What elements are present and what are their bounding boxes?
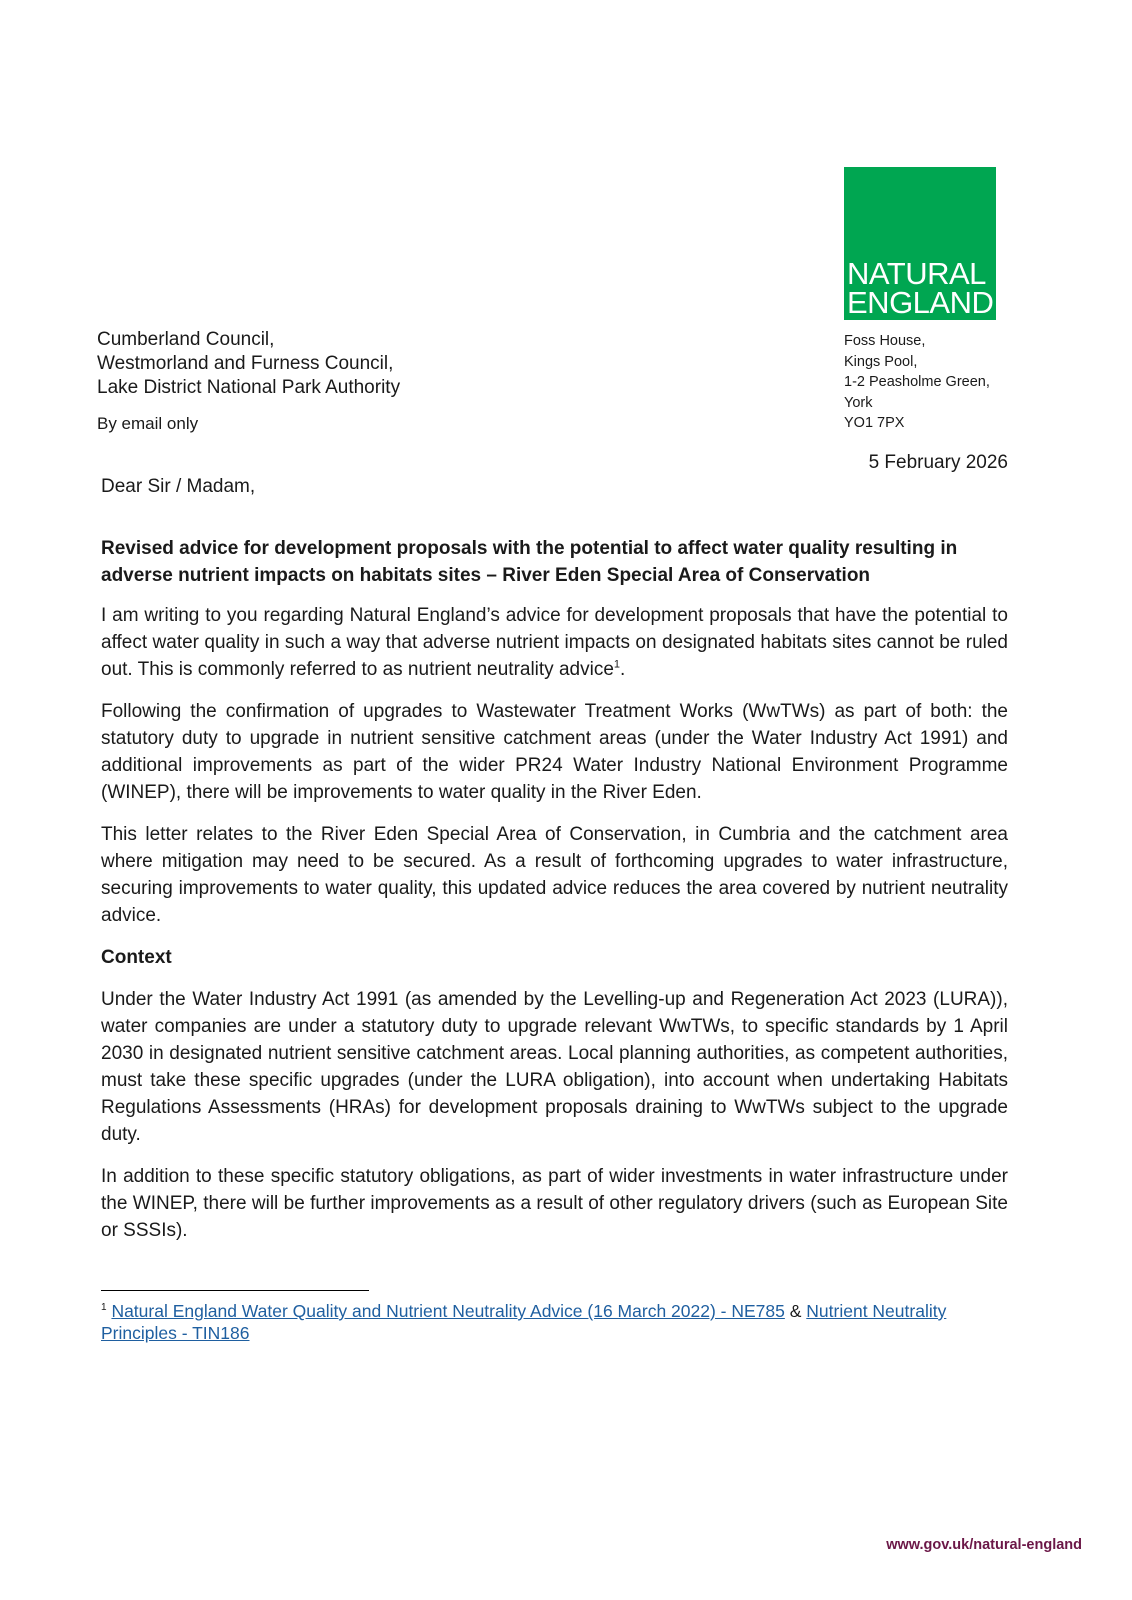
ne785-link[interactable]: Natural England Water Quality and Nutrient Neutrality Advice (16 March 2022) - NE785 [111,1301,785,1321]
delivery-method: By email only [97,414,199,433]
tin186-link[interactable]: Nutrient Neutrality Principles - TIN186 [101,1301,947,1343]
body-paragraph: In addition to these specific statutory obligations, as part of wider investments in water infrastructure under the WINEP, there will be further improvements as a result of other regulatory drivers (such as European Site or SSSIs). [101,1166,1008,1241]
paragraph-text: I am writing to you regarding Natural England’s advice for development proposals that have the potential to affect water quality in such a way that adverse nutrient impacts on designated habitats sites cannot be ruled out. This is commonly referred to as nutrient neutrality advice [101,605,1008,680]
address-line: Kings Pool, [844,353,918,370]
footnote-divider [101,1290,369,1291]
sender-address [844,331,990,434]
body-paragraph: Under the Water Industry Act 1991 (as amended by the Levelling-up and Regeneration Act 2023 (LURA)), water companies are under a statutory duty to upgrade relevant WwTWs, to specific standards by 1 April 2030 in designated nutrient sensitive catchment areas. Local planning authorities, as competent authorities, must take these specific upgrades (under the LURA obligation), into account when undertaking Habitats Regulations Assessments (HRAs) for development proposals draining to WwTWs subject to the upgrade duty. [101,989,1008,1145]
recipient-list [97,328,400,400]
body-paragraph [101,602,1008,683]
footnote-separator: & [784,1301,807,1321]
natural-england-logo [844,167,996,320]
footnote-ref[interactable]: 1 [613,658,621,671]
address-line: York [844,394,873,411]
salutation: Dear Sir / Madam, [101,476,256,497]
section-heading-context: Context [101,947,172,968]
logo-line-1: NATURAL [847,256,986,291]
body-paragraph: Following the confirmation of upgrades to Wastewater Treatment Works (WwTWs) as part of both: the statutory duty to upgrade in nutrient sensitive catchment areas (under the Water Industry Act 1991) and additional improvements as part of the wider PR24 Water Industry National Environment Programme (WINEP), there will be improvements to water quality in the River Eden. [101,701,1008,803]
subject-heading: Revised advice for development proposals with the potential to affect water quality resulting in adverse nutrient impacts on habitats sites – River Eden Special Area of Conservation [101,538,958,586]
recipient: Cumberland Council, [97,329,275,350]
footnote-number: 1 [101,1302,107,1314]
body-paragraph: This letter relates to the River Eden Special Area of Conservation, in Cumbria and the catchment area where mitigation may need to be secured. As a result of forthcoming upgrades to water infrastructure, securing improvements to water quality, this updated advice reduces the area covered by nutrient neutrality advice. [101,824,1008,926]
letter-date: 5 February 2026 [868,452,1008,473]
footer-website: www.gov.uk/natural-england [886,1537,1082,1553]
recipient: Lake District National Park Authority [97,377,401,398]
letter-body [101,535,1008,1259]
paragraph-text: . [620,659,626,680]
address-line: YO1 7PX [844,415,905,432]
footnote [101,1300,1008,1344]
address-line: Foss House, [844,333,926,349]
logo-line-2: ENGLAND [847,285,994,320]
recipient: Westmorland and Furness Council, [97,353,394,374]
address-line: 1-2 Peasholme Green, [844,374,990,391]
